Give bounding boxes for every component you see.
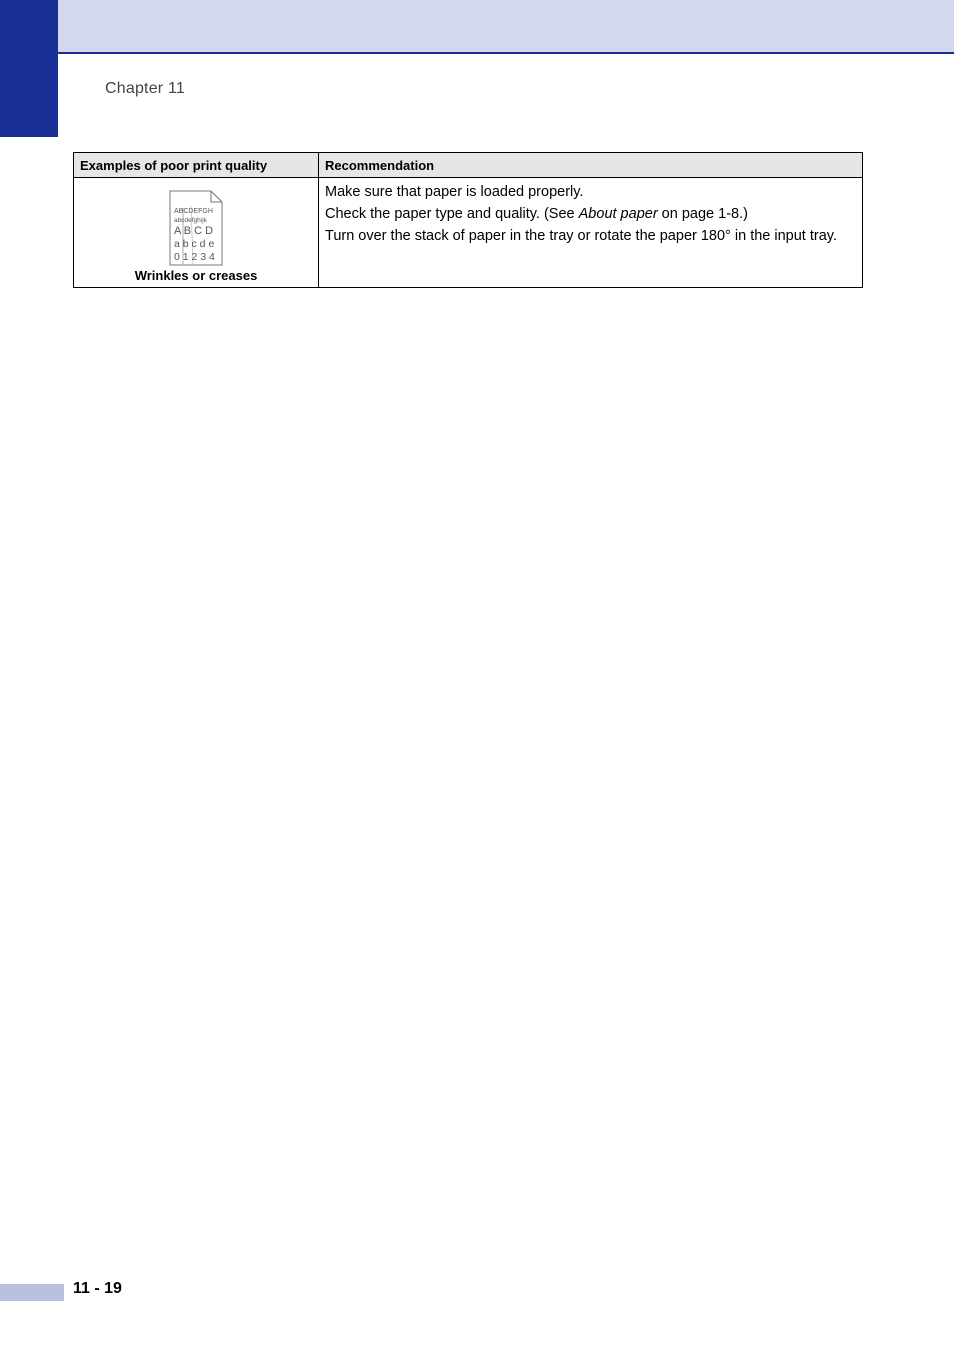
header-recommendation: Recommendation — [319, 153, 863, 178]
page-number: 11 - 19 — [73, 1280, 122, 1297]
sample-line: abcdefghijk — [174, 217, 207, 224]
recommendation-line — [325, 203, 856, 225]
footer-band — [0, 1284, 64, 1301]
about-paper-reference: About paper — [578, 206, 658, 222]
sample-line: A B C D — [174, 225, 214, 237]
sample-caption: Wrinkles or creases — [134, 268, 258, 283]
chapter-tab — [0, 0, 58, 137]
header-examples: Examples of poor print quality — [74, 153, 319, 178]
recommendation-cell — [319, 178, 863, 288]
recommendation-text: Check the paper type and quality. (See — [325, 206, 579, 222]
sample-line: ABCDEFGH — [174, 208, 213, 215]
header-band — [0, 0, 954, 54]
wrinkled-page-sample — [169, 190, 223, 266]
table-row — [74, 178, 863, 288]
sample-line: a b c d e — [174, 238, 215, 250]
chapter-title: Chapter 11 — [105, 80, 185, 97]
print-quality-table — [73, 152, 863, 288]
recommendation-line: Turn over the stack of paper in the tray or rotate the paper 180° in the input tray. — [325, 228, 837, 244]
sample-cell — [74, 178, 319, 288]
recommendation-line: Make sure that paper is loaded properly. — [325, 184, 584, 200]
table-header-row — [74, 153, 863, 178]
sample-line: 0 1 2 3 4 — [174, 251, 215, 263]
recommendation-text: on page 1-8.) — [657, 206, 748, 222]
